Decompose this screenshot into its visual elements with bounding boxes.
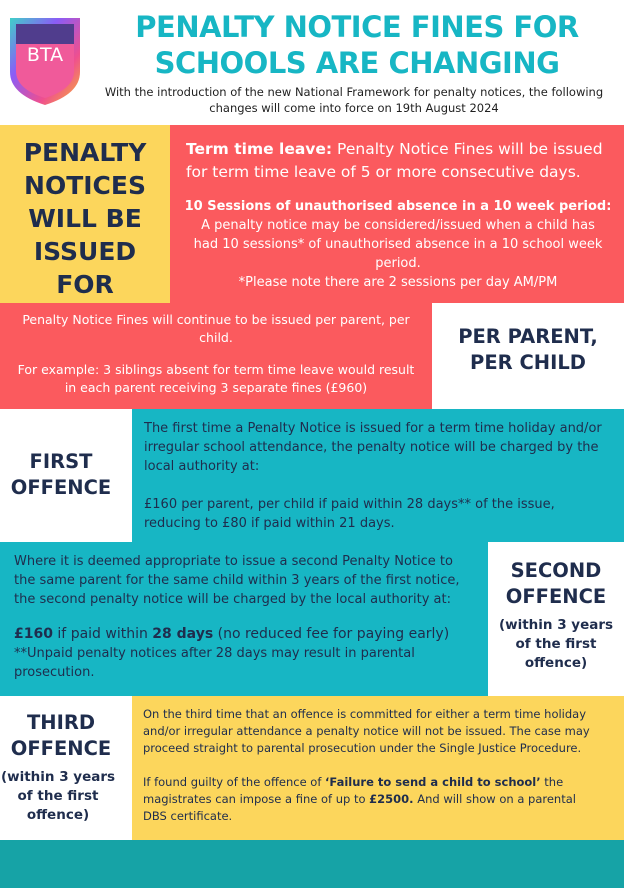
second-offence-unpaid-1: **Unpaid penalty notices after 28 days may result in parental bbox=[14, 646, 415, 661]
second-offence-subheading bbox=[488, 616, 624, 673]
term-time-text-1: Penalty Notice Fines will be issued bbox=[332, 140, 603, 158]
issued-for-heading bbox=[0, 136, 170, 301]
second-offence-heading bbox=[488, 558, 624, 610]
second-offence-sub-2: of the first bbox=[515, 636, 597, 652]
first-offence-heading bbox=[0, 449, 122, 501]
third-offence-subheading bbox=[0, 768, 116, 825]
per-parent-heading-1: PER PARENT, bbox=[458, 325, 598, 348]
third-offence-sub-1: (within 3 years bbox=[0, 769, 116, 785]
first-offence-text-1: The first time a Penalty Notice is issued for a term time holiday and/or bbox=[144, 421, 602, 436]
first-offence-heading-2: OFFENCE bbox=[10, 476, 112, 499]
sessions-text-1: A penalty notice may be considered/issued when a child has bbox=[201, 218, 595, 233]
second-offence-unpaid-2: prosecution. bbox=[14, 665, 95, 680]
third-offence-guilty-offence: ‘Failure to send a child to school’ bbox=[325, 775, 541, 789]
third-offence-heading-2: OFFENCE bbox=[10, 737, 112, 760]
second-offence-text-2: the same parent for the same child within 3 years of the first notice, bbox=[14, 573, 460, 588]
third-offence-guilty-pre: If found guilty of the offence of bbox=[143, 775, 326, 789]
third-offence-guilty-post: the bbox=[540, 775, 564, 789]
issued-for-heading-line: ISSUED bbox=[33, 237, 137, 266]
third-offence-sub-2: of the first bbox=[17, 788, 99, 804]
third-offence-heading-1: THIRD bbox=[26, 711, 96, 734]
per-parent-text-2: child. bbox=[199, 330, 233, 345]
second-offence-fee-days: 28 days bbox=[152, 626, 214, 642]
per-parent-example-1: For example: 3 siblings absent for term time leave would result bbox=[17, 362, 415, 377]
subtitle-line-1: With the introduction of the new National Framework for penalty notices, the following bbox=[104, 85, 604, 99]
per-parent-text-1: Penalty Notice Fines will continue to be issued per parent, per bbox=[22, 312, 410, 327]
first-offence-text-2: irregular school attendance, the penalty notice will be charged by the bbox=[144, 440, 599, 455]
first-offence-text-3: local authority at: bbox=[144, 459, 260, 474]
page-title-line-1: PENALTY NOTICE FINES FOR bbox=[135, 10, 579, 44]
page-title-line-2: SCHOOLS ARE CHANGING bbox=[154, 46, 560, 80]
per-parent-heading bbox=[432, 324, 624, 376]
term-time-leave-text bbox=[186, 138, 616, 184]
sessions-note: *Please note there are 2 sessions per day AM/PM bbox=[238, 275, 558, 290]
footer-band bbox=[0, 840, 624, 888]
first-offence-fee-1: £160 per parent, per child if paid within 28 days** of the issue, bbox=[144, 497, 555, 512]
third-offence-guilty-amount: £2500. bbox=[369, 792, 414, 806]
sessions-text-2: had 10 sessions* of unauthorised absence in a 10 school week bbox=[193, 237, 603, 252]
issued-for-heading-line: NOTICES bbox=[24, 171, 146, 200]
header bbox=[0, 0, 624, 125]
third-offence-text-1: On the third time that an offence is committed for either a term time holiday bbox=[143, 707, 587, 721]
term-time-text-2: for term time leave of 5 or more consecutive days. bbox=[186, 163, 581, 181]
first-offence-fee-2: reducing to £80 if paid within 21 days. bbox=[144, 516, 395, 531]
third-offence-heading bbox=[0, 710, 122, 762]
second-offence-sub-1: (within 3 years bbox=[498, 617, 614, 633]
sessions-text-3: period. bbox=[375, 256, 421, 271]
issued-for-heading-line: PENALTY bbox=[23, 138, 147, 167]
subtitle-line-2: changes will come into force on 19th August 2024 bbox=[209, 101, 499, 115]
issued-for-heading-line: FOR bbox=[56, 270, 114, 299]
second-offence-heading-2: OFFENCE bbox=[505, 585, 607, 608]
second-offence-fee-mid: if paid within bbox=[52, 626, 153, 642]
per-parent-text bbox=[4, 311, 428, 397]
second-offence-fee-amount: £160 bbox=[14, 626, 53, 642]
second-offence-fee-end: (no reduced fee for paying early) bbox=[213, 626, 450, 642]
per-parent-heading-2: PER CHILD bbox=[470, 351, 586, 374]
third-offence-sub-3: offence) bbox=[26, 807, 90, 823]
issued-for-heading-line: WILL BE bbox=[28, 204, 142, 233]
second-offence-text-3: the second penalty notice will be charged by the local authority at: bbox=[14, 592, 452, 607]
logo-text: BTA bbox=[26, 44, 64, 66]
third-offence-guilty-2-post: And will show on a parental bbox=[413, 792, 576, 806]
third-offence-guilty-3: DBS certificate. bbox=[143, 809, 233, 823]
second-offence-text bbox=[14, 552, 482, 682]
sessions-title: 10 Sessions of unauthorised absence in a 10 week period: bbox=[184, 199, 612, 214]
sessions-text bbox=[178, 197, 618, 292]
second-offence-heading-1: SECOND bbox=[510, 559, 602, 582]
third-offence-guilty-2-pre: magistrates can impose a fine of up to bbox=[143, 792, 370, 806]
term-time-label: Term time leave: bbox=[186, 140, 333, 158]
second-offence-sub-3: offence) bbox=[524, 655, 588, 671]
per-parent-example-2: in each parent receiving 3 separate fines (£960) bbox=[64, 380, 368, 395]
second-offence-text-1: Where it is deemed appropriate to issue a second Penalty Notice to bbox=[14, 554, 453, 569]
third-offence-text-2: and/or irregular attendance a penalty notice will not be issued. The case may bbox=[143, 724, 590, 738]
first-offence-heading-1: FIRST bbox=[29, 450, 93, 473]
first-offence-text bbox=[144, 419, 616, 533]
third-offence-text-3: proceed straight to parental prosecution under the Single Justice Procedure. bbox=[143, 741, 582, 755]
third-offence-text bbox=[143, 706, 619, 825]
